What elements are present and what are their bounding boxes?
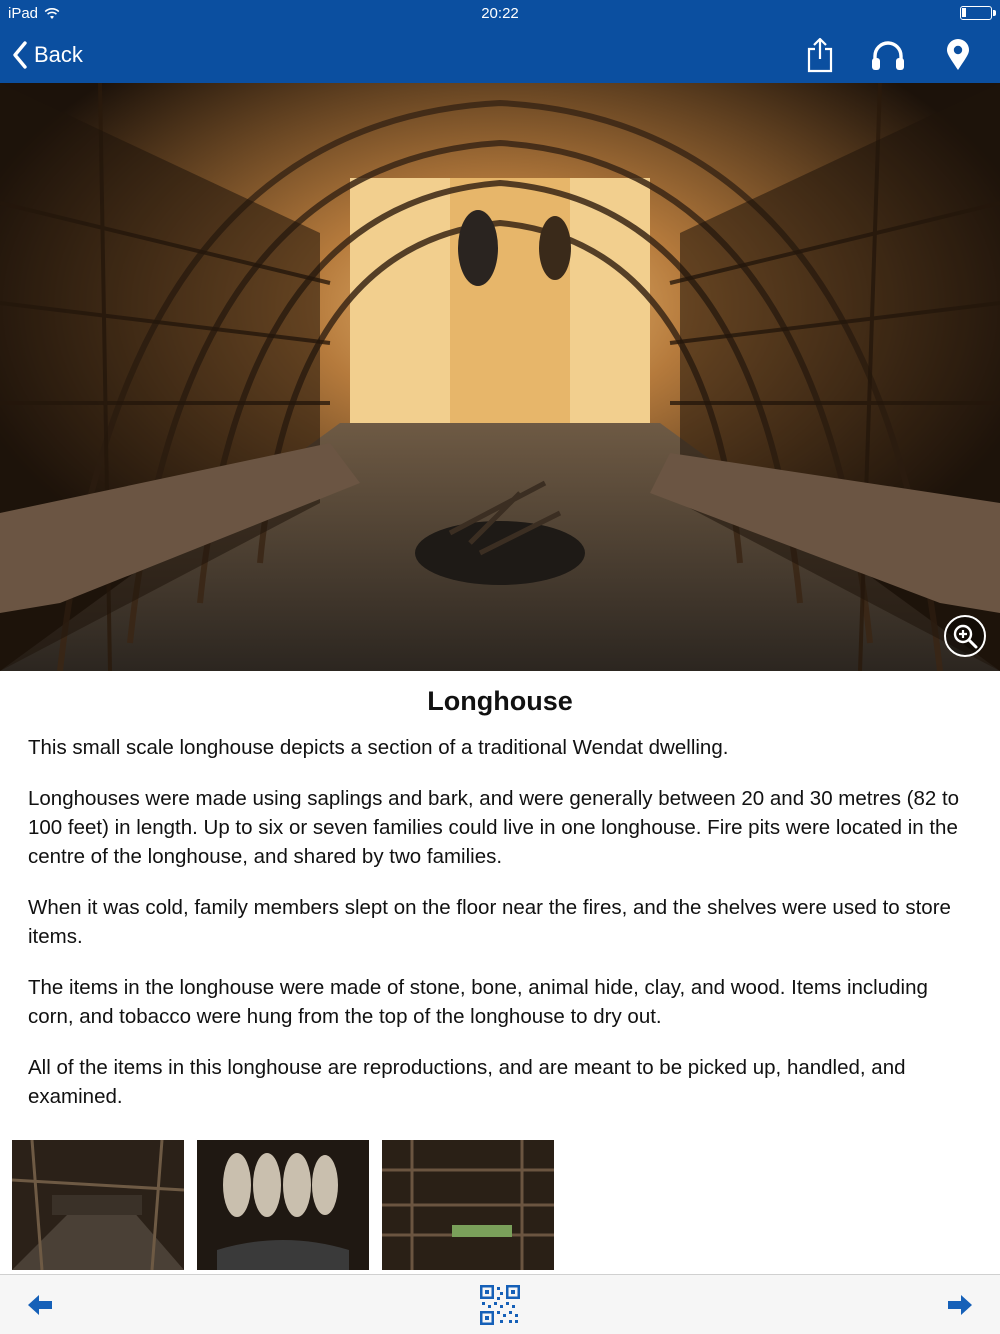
thumbnail-image	[197, 1140, 369, 1270]
top-navigation-bar	[0, 0, 1000, 83]
status-bar	[0, 0, 1000, 28]
qr-code-icon	[480, 1285, 520, 1325]
article-paragraph: This small scale longhouse depicts a section of a traditional Wendat dwelling.	[28, 736, 729, 759]
hero-image[interactable]	[0, 83, 1000, 671]
next-arrow-icon	[947, 1294, 973, 1316]
nav-row	[0, 28, 1000, 83]
location-pin-icon	[946, 39, 970, 71]
article-paragraph: When it was cold, family members slept on the floor near the fires, and the shelves were used to store items.	[28, 896, 951, 948]
next-button[interactable]	[940, 1283, 980, 1327]
status-time: 20:22	[481, 5, 519, 22]
gallery-thumbnail-3[interactable]	[382, 1140, 554, 1270]
gallery-thumbnail-2[interactable]	[197, 1140, 369, 1270]
previous-button[interactable]	[20, 1283, 60, 1327]
zoom-in-icon	[951, 622, 979, 650]
thumbnail-image	[382, 1140, 554, 1270]
article-content	[28, 686, 972, 1133]
headphones-icon	[870, 39, 906, 71]
previous-arrow-icon	[27, 1294, 53, 1316]
article-paragraph: Longhouses were made using saplings and bark, and were generally between 20 and 30 metres (82 to 100 feet) in length. Up to six or seven families could live in one longhouse. Fire pits were located in the centre of the longhouse, and shared by two families.	[28, 787, 960, 868]
share-button[interactable]	[800, 35, 840, 75]
article-paragraph: All of the items in this longhouse are reproductions, and are meant to be picked up, handled, and examined.	[28, 1056, 906, 1108]
article-title: Longhouse	[427, 686, 573, 716]
back-button[interactable]	[12, 38, 83, 72]
audio-guide-button[interactable]	[868, 35, 908, 75]
battery-icon	[960, 6, 992, 20]
share-icon	[806, 37, 834, 73]
article-paragraph: The items in the longhouse were made of stone, bone, animal hide, clay, and wood. Items including corn, and tobacco were hung from the top of the longhouse to dry out.	[28, 976, 928, 1028]
gallery-thumbnail-1[interactable]	[12, 1140, 184, 1270]
zoom-button[interactable]	[944, 615, 986, 657]
carrier-label: iPad	[8, 5, 39, 22]
back-button-label: Back	[34, 42, 83, 67]
location-button[interactable]	[938, 35, 978, 75]
chevron-left-icon	[12, 41, 28, 69]
gallery-thumbnails	[12, 1140, 554, 1270]
qr-scan-button[interactable]	[476, 1283, 524, 1327]
thumbnail-image	[12, 1140, 184, 1270]
bottom-toolbar	[0, 1274, 1000, 1334]
longhouse-interior-photo	[0, 83, 1000, 671]
